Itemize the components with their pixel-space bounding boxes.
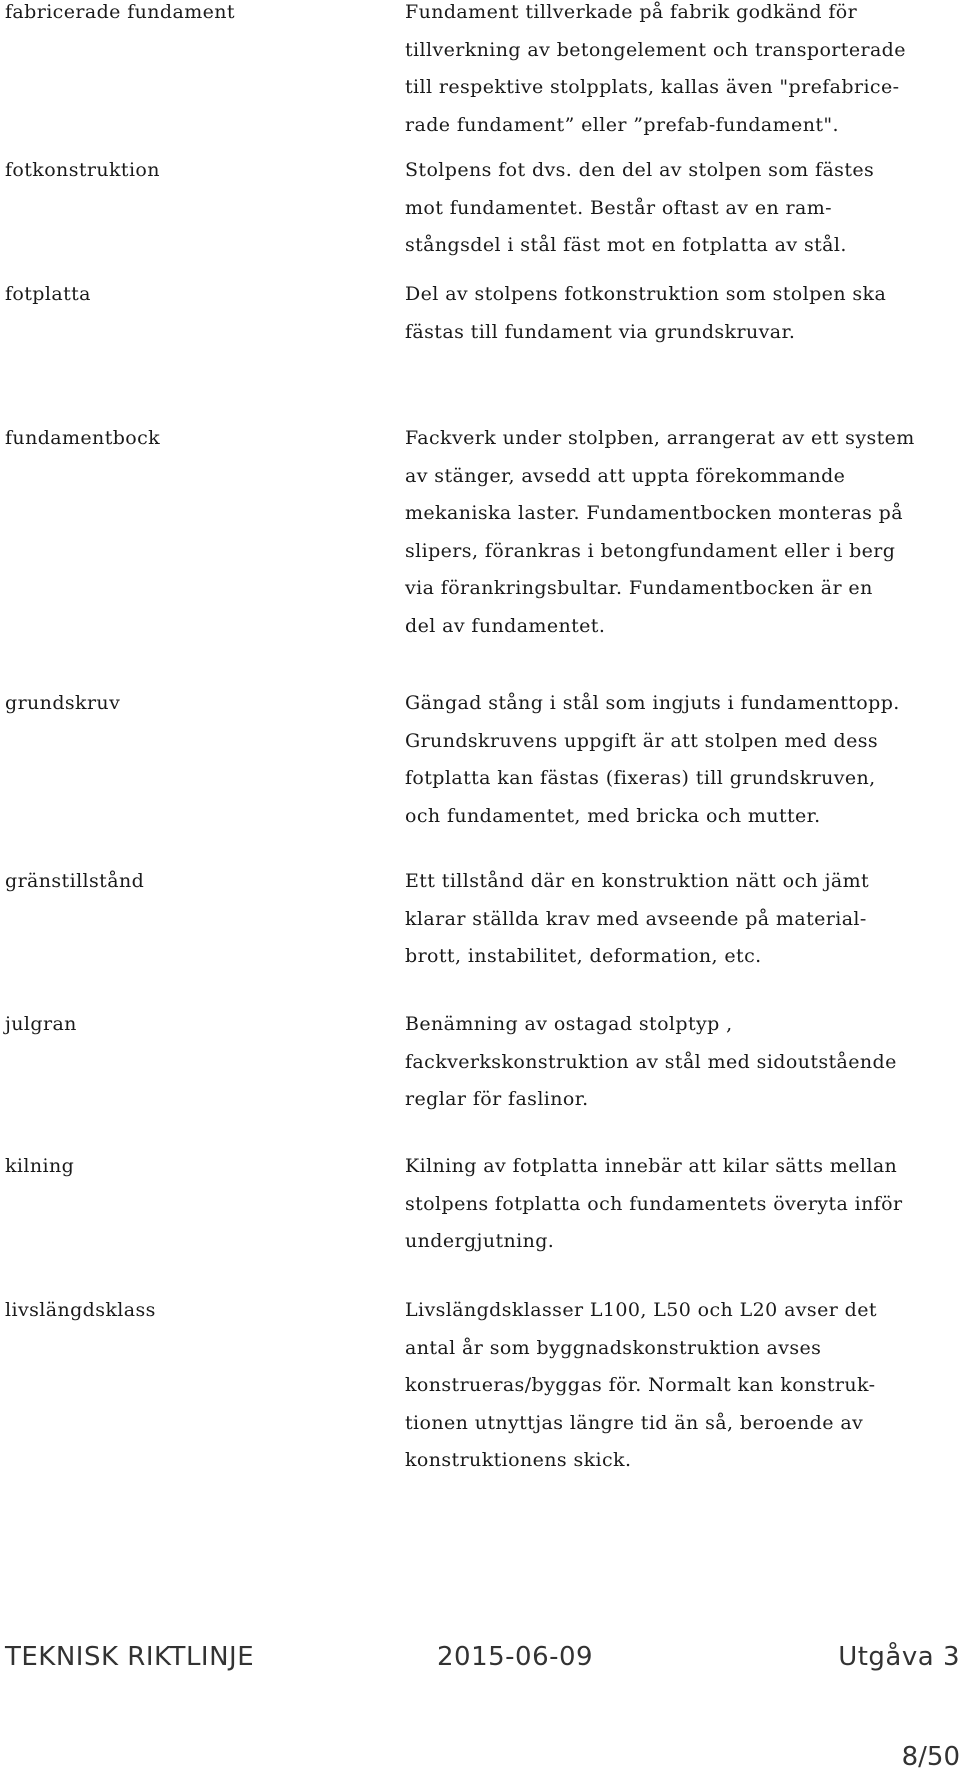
definition-line: tionen utnyttjas längre tid än så, beroende av xyxy=(405,1411,864,1434)
definition-line: av stänger, avsedd att uppta förekommande xyxy=(405,464,846,487)
definition-line: reglar för faslinor. xyxy=(405,1088,589,1110)
glossary-definition xyxy=(405,1148,950,1261)
definition-line: slipers, förankras i betongfundament eller i berg xyxy=(405,539,896,562)
definition-line: Grundskruvens uppgift är att stolpen med dess xyxy=(405,729,879,752)
definition-line: Ett tillstånd där en konstruktion nätt och jämt xyxy=(405,870,870,892)
definition-line: undergjutning. xyxy=(405,1230,555,1252)
glossary-definition xyxy=(405,1292,950,1480)
definition-line: via förankringsbultar. Fundamentbocken är en xyxy=(405,577,873,599)
glossary-definition xyxy=(405,1006,950,1119)
glossary-definition xyxy=(405,863,950,976)
glossary-term: fundamentbock xyxy=(5,427,161,449)
footer-edition: Utgåva 3 xyxy=(838,1642,960,1672)
page-number: 8/50 xyxy=(901,1742,960,1772)
definition-line: stolpens fotplatta och fundamentets överyta inför xyxy=(405,1192,903,1215)
definition-line: Livslängdsklasser L100, L50 och L20 avser det xyxy=(405,1299,877,1321)
glossary-definition xyxy=(405,685,950,835)
definition-line: till respektive stolpplats, kallas även "prefabrice- xyxy=(405,76,900,98)
definition-line: konstruktionens skick. xyxy=(405,1449,632,1471)
definition-line: fästas till fundament via grundskruvar. xyxy=(405,320,796,343)
definition-line: rade fundament” eller ”prefab-fundament". xyxy=(405,113,839,136)
glossary-term: grundskruv xyxy=(5,692,121,714)
glossary-definition xyxy=(405,276,950,351)
definition-line: Stolpens fot dvs. den del av stolpen som fästes xyxy=(405,159,875,181)
glossary-term: livslängdsklass xyxy=(5,1299,156,1321)
definition-line: Kilning av fotplatta innebär att kilar sätts mellan xyxy=(405,1155,898,1177)
definition-line: Benämning av ostagad stolptyp , xyxy=(405,1013,733,1035)
definition-line: klarar ställda krav med avseende på material- xyxy=(405,907,867,930)
definition-line: del av fundamentet. xyxy=(405,614,606,637)
definition-line: konstrueras/byggas för. Normalt kan konstruk- xyxy=(405,1374,876,1396)
definition-line: mekaniska laster. Fundamentbocken monteras på xyxy=(405,502,903,524)
definition-line: fackverkskonstruktion av stål med sidoutstående xyxy=(405,1050,897,1073)
definition-line: tillverkning av betongelement och transporterade xyxy=(405,38,906,61)
definition-line: mot fundamentet. Består oftast av en ram- xyxy=(405,196,832,219)
footer-document-title: TEKNISK RIKTLINJE xyxy=(5,1642,255,1672)
definition-line: stångsdel i stål fäst mot en fotplatta av stål. xyxy=(405,234,847,256)
definition-line: Gängad stång i stål som ingjuts i fundamenttopp. xyxy=(405,692,900,714)
glossary-term: kilning xyxy=(5,1155,75,1177)
page-footer xyxy=(0,1642,960,1682)
definition-line: Fundament tillverkade på fabrik godkänd för xyxy=(405,1,858,23)
glossary-definition xyxy=(405,420,950,645)
glossary-definition xyxy=(405,152,950,265)
glossary-definition xyxy=(405,0,950,144)
footer-date: 2015-06-09 xyxy=(437,1642,594,1672)
glossary-term: gränstillstånd xyxy=(5,870,145,892)
glossary-term: julgran xyxy=(5,1013,77,1035)
definition-line: brott, instabilitet, deformation, etc. xyxy=(405,945,762,967)
glossary-term: fotplatta xyxy=(5,283,91,305)
definition-line: fotplatta kan fästas (fixeras) till grundskruven, xyxy=(405,767,876,789)
definition-line: och fundamentet, med bricka och mutter. xyxy=(405,804,821,827)
glossary-term: fabricerade fundament xyxy=(5,1,235,23)
glossary-term: fotkonstruktion xyxy=(5,159,160,181)
definition-line: antal år som byggnadskonstruktion avses xyxy=(405,1336,822,1359)
definition-line: Fackverk under stolpben, arrangerat av ett system xyxy=(405,427,915,449)
definition-line: Del av stolpens fotkonstruktion som stolpen ska xyxy=(405,283,887,305)
